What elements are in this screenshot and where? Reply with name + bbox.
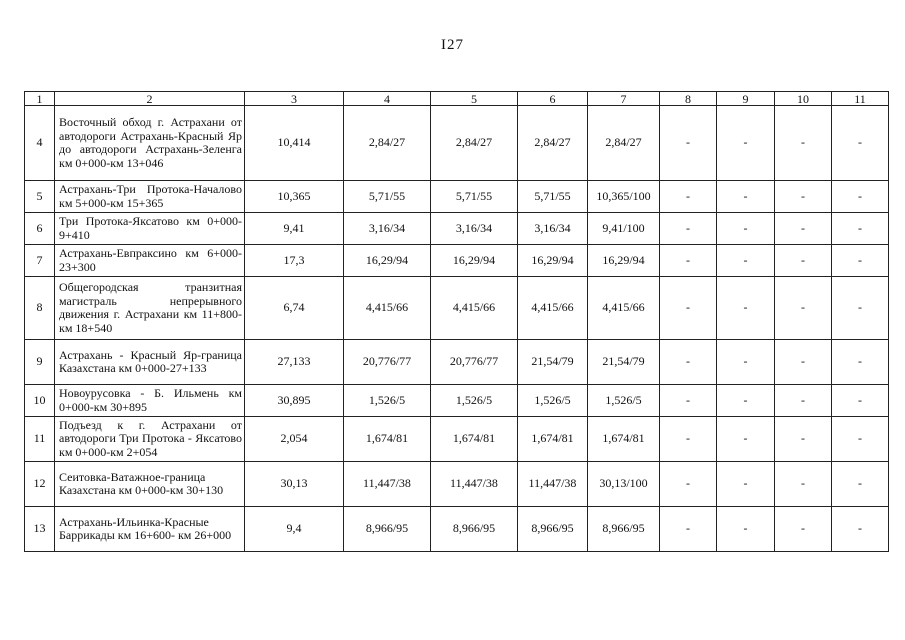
value-cell-col-7: 1,526/5 [588,385,660,417]
value-cell-col-6: 1,526/5 [518,385,588,417]
value-cell-col-8: - [660,462,717,507]
value-cell-col-3: 9,4 [245,507,344,552]
value-cell-col-9: - [717,277,775,340]
header-cell-col-6: 6 [518,92,588,106]
value-cell-col-8: - [660,213,717,245]
value-cell-col-6: 21,54/79 [518,340,588,385]
value-cell-col-8: - [660,340,717,385]
value-cell-col-7: 30,13/100 [588,462,660,507]
row-number-cell: 5 [25,181,55,213]
road-name-cell: Астрахань - Красный Яр-граница Казахстана км 0+000-27+133 [55,340,245,385]
value-cell-col-3: 30,13 [245,462,344,507]
value-cell-col-10: - [775,507,832,552]
value-cell-col-7: 16,29/94 [588,245,660,277]
value-cell-col-5: 20,776/77 [431,340,518,385]
roads-table [24,91,889,552]
value-cell-col-11: - [832,417,889,462]
table-row [25,277,889,340]
value-cell-col-4: 16,29/94 [344,245,431,277]
value-cell-col-3: 9,41 [245,213,344,245]
value-cell-col-11: - [832,385,889,417]
header-cell-col-11: 11 [832,92,889,106]
table-row [25,213,889,245]
value-cell-col-4: 20,776/77 [344,340,431,385]
value-cell-col-3: 17,3 [245,245,344,277]
table-row [25,340,889,385]
value-cell-col-10: - [775,385,832,417]
header-cell-col-5: 5 [431,92,518,106]
header-cell-col-10: 10 [775,92,832,106]
value-cell-col-5: 16,29/94 [431,245,518,277]
value-cell-col-11: - [832,213,889,245]
road-name-cell: Новоурусовка - Б. Ильмень км 0+000-км 30+895 [55,385,245,417]
value-cell-col-9: - [717,385,775,417]
road-name-cell: Астрахань-Три Протока-Началово км 5+000-км 15+365 [55,181,245,213]
value-cell-col-11: - [832,462,889,507]
value-cell-col-7: 8,966/95 [588,507,660,552]
value-cell-col-6: 5,71/55 [518,181,588,213]
value-cell-col-9: - [717,340,775,385]
value-cell-col-5: 11,447/38 [431,462,518,507]
value-cell-col-4: 11,447/38 [344,462,431,507]
value-cell-col-5: 4,415/66 [431,277,518,340]
value-cell-col-3: 27,133 [245,340,344,385]
road-name-cell: Подъезд к г. Астрахани от автодороги Три Протока - Яксатово км 0+000-км 2+054 [55,417,245,462]
table-row [25,417,889,462]
value-cell-col-4: 3,16/34 [344,213,431,245]
header-cell-col-8: 8 [660,92,717,106]
value-cell-col-10: - [775,340,832,385]
value-cell-col-11: - [832,181,889,213]
value-cell-col-4: 2,84/27 [344,106,431,181]
row-number-cell: 4 [25,106,55,181]
value-cell-col-8: - [660,277,717,340]
value-cell-col-8: - [660,106,717,181]
table-row [25,507,889,552]
value-cell-col-5: 2,84/27 [431,106,518,181]
value-cell-col-10: - [775,417,832,462]
value-cell-col-8: - [660,181,717,213]
value-cell-col-4: 1,674/81 [344,417,431,462]
value-cell-col-10: - [775,245,832,277]
value-cell-col-6: 16,29/94 [518,245,588,277]
value-cell-col-6: 1,674/81 [518,417,588,462]
header-cell-col-9: 9 [717,92,775,106]
value-cell-col-4: 5,71/55 [344,181,431,213]
value-cell-col-10: - [775,106,832,181]
row-number-cell: 10 [25,385,55,417]
value-cell-col-7: 9,41/100 [588,213,660,245]
value-cell-col-10: - [775,462,832,507]
value-cell-col-10: - [775,181,832,213]
table-row [25,385,889,417]
value-cell-col-9: - [717,462,775,507]
row-number-cell: 9 [25,340,55,385]
value-cell-col-11: - [832,277,889,340]
road-name-cell: Восточный обход г. Астрахани от автодороги Астрахань-Красный Яр до автодороги Астрахань-Зеленга км 0+000-км 13+046 [55,106,245,181]
value-cell-col-6: 8,966/95 [518,507,588,552]
header-cell-col-4: 4 [344,92,431,106]
value-cell-col-7: 2,84/27 [588,106,660,181]
value-cell-col-9: - [717,507,775,552]
value-cell-col-8: - [660,507,717,552]
value-cell-col-5: 5,71/55 [431,181,518,213]
value-cell-col-11: - [832,245,889,277]
value-cell-col-3: 6,74 [245,277,344,340]
table-row [25,106,889,181]
value-cell-col-11: - [832,340,889,385]
road-name-cell: Сеитовка-Ватажное-граница Казахстана км 0+000-км 30+130 [55,462,245,507]
value-cell-col-6: 11,447/38 [518,462,588,507]
header-row [25,92,889,106]
page-number: I27 [441,37,464,53]
value-cell-col-5: 8,966/95 [431,507,518,552]
value-cell-col-9: - [717,106,775,181]
value-cell-col-9: - [717,181,775,213]
value-cell-col-8: - [660,245,717,277]
value-cell-col-9: - [717,417,775,462]
value-cell-col-7: 10,365/100 [588,181,660,213]
header-cell-col-7: 7 [588,92,660,106]
table-row [25,245,889,277]
value-cell-col-7: 1,674/81 [588,417,660,462]
header-cell-col-2: 2 [55,92,245,106]
table-row [25,462,889,507]
row-number-cell: 6 [25,213,55,245]
table-row [25,181,889,213]
header-cell-col-3: 3 [245,92,344,106]
value-cell-col-4: 4,415/66 [344,277,431,340]
row-number-cell: 12 [25,462,55,507]
header-cell-col-1: 1 [25,92,55,106]
road-name-cell: Общегородская транзитная магистраль непрерывного движения г. Астрахани км 11+800-км 18+540 [55,277,245,340]
value-cell-col-7: 4,415/66 [588,277,660,340]
value-cell-col-11: - [832,106,889,181]
road-name-cell: Астрахань-Евпраксино км 6+000-23+300 [55,245,245,277]
row-number-cell: 7 [25,245,55,277]
row-number-cell: 13 [25,507,55,552]
value-cell-col-3: 30,895 [245,385,344,417]
value-cell-col-9: - [717,213,775,245]
value-cell-col-7: 21,54/79 [588,340,660,385]
value-cell-col-8: - [660,385,717,417]
value-cell-col-6: 2,84/27 [518,106,588,181]
value-cell-col-3: 10,414 [245,106,344,181]
value-cell-col-3: 2,054 [245,417,344,462]
value-cell-col-5: 1,674/81 [431,417,518,462]
value-cell-col-11: - [832,507,889,552]
value-cell-col-5: 3,16/34 [431,213,518,245]
road-name-cell: Три Протока-Яксатово км 0+000-9+410 [55,213,245,245]
value-cell-col-10: - [775,277,832,340]
value-cell-col-6: 4,415/66 [518,277,588,340]
value-cell-col-10: - [775,213,832,245]
value-cell-col-4: 8,966/95 [344,507,431,552]
value-cell-col-4: 1,526/5 [344,385,431,417]
value-cell-col-8: - [660,417,717,462]
value-cell-col-6: 3,16/34 [518,213,588,245]
row-number-cell: 11 [25,417,55,462]
value-cell-col-9: - [717,245,775,277]
row-number-cell: 8 [25,277,55,340]
value-cell-col-5: 1,526/5 [431,385,518,417]
table-body [25,92,889,552]
road-name-cell: Астрахань-Ильинка-Красные Баррикады км 16+600- км 26+000 [55,507,245,552]
value-cell-col-3: 10,365 [245,181,344,213]
